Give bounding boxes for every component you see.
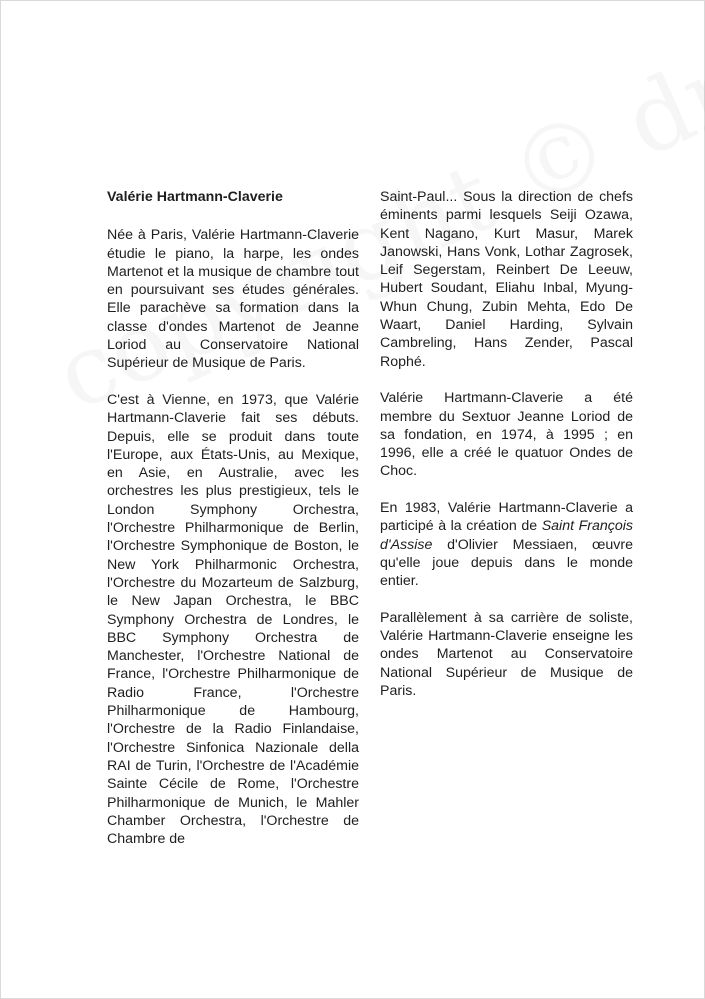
bio-paragraph-teaching: Parallèlement à sa carrière de soliste, Valérie Hartmann-Claverie enseigne les ondes Martenot au Conservatoire National Supérieur de Musique de Paris. — [380, 609, 633, 700]
bio-paragraph-career: C'est à Vienne, en 1973, que Valérie Hartmann-Claverie fait ses débuts. Depuis, elle se produit dans toute l'Europe, aux États-Unis, au Mexique, en Asie, en Australie, avec les orchestres les plus prestigieux, tels le London Symphony Orchestra, l'Orchestre Philharmonique de Berlin, l'Orchestre Symphonique de Boston, le New York Philharmonic Orchestra, l'Orchestre du Mozarteum de Salzburg, le New Japan Orchestra, le BBC Symphony Orchestra de Londres, le BBC Symphony Orchestra de Manchester, l'Orchestre National de France, l'Orchestre Philharmonique de Radio France, l'Orchestre Philharmonique de Hambourg, l'Orchestre de la Radio Finlandaise, l'Orchestre Sinfonica Nazionale della RAI de Turin, l'Orchestre de l'Académie Sainte Cécile de Rome, l'Orchestre Philharmonique de Munich, le Mahler Chamber Orchestra, l'Orchestre de Chambre de — [107, 391, 359, 848]
messiaen-text-after: d'Olivier Messiaen, œuvre qu'elle joue depuis dans le monde entier. — [380, 536, 633, 590]
messiaen-text-before: En 1983, Valérie Hartmann-Claverie a participé à la création de — [380, 500, 633, 535]
bio-heading: Valérie Hartmann-Claverie — [107, 189, 283, 205]
bio-paragraph-messiaen — [380, 499, 633, 590]
work-title: Saint François d'Assise — [380, 518, 633, 553]
left-column — [107, 188, 359, 867]
bio-paragraph-education: Née à Paris, Valérie Hartmann-Claverie étudie le piano, la harpe, les ondes Martenot et la musique de chambre tout en poursuivant ses études générales. Elle parachève sa formation dans la classe d'ondes Martenot de Jeanne Loriod au Conservatoire National Supérieur de Musique de Paris. — [107, 227, 359, 372]
bio-paragraph-sextuor: Valérie Hartmann-Claverie a été membre du Sextuor Jeanne Loriod de sa fondation, en 1974, à 1995 ; en 1996, elle a créé le quatuor Ondes de Choc. — [380, 390, 633, 480]
bio-paragraph-conductors: Saint-Paul... Sous la direction de chefs éminents parmi lesquels Seiji Ozawa, Kent Nagano, Kurt Masur, Marek Janowski, Hans Vonk, Lothar Zagrosek, Leif Segerstam, Reinbert De Leeuw, Hubert Soudant, Eliahu Inbal, Myung-Whun Chung, Zubin Mehta, Edo De Waart, Daniel Harding, Sylvain Cambreling, Hans Zender, Pascal Rophé. — [380, 189, 633, 370]
right-column — [380, 188, 633, 719]
